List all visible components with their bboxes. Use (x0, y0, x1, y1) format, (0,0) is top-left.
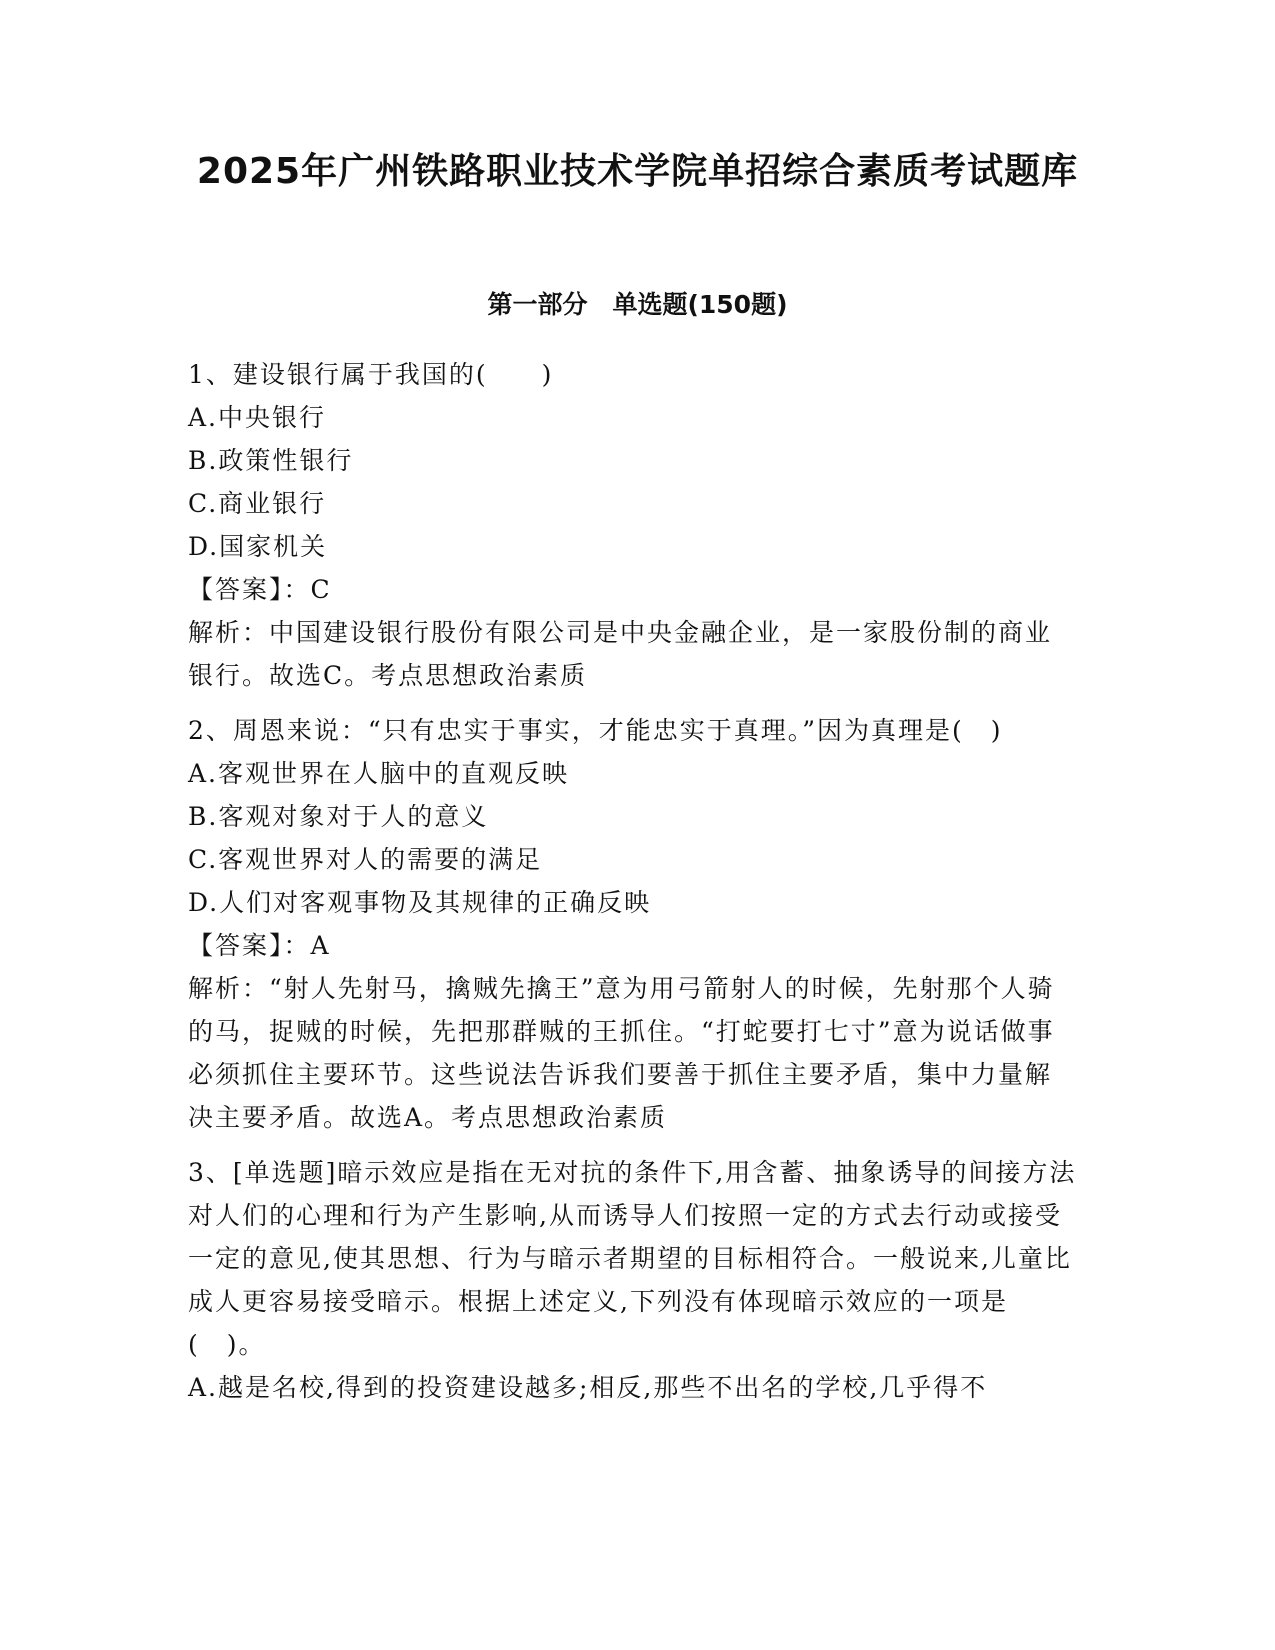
section-title: 第一部分 单选题(150题) (487, 290, 788, 319)
question-item (188, 709, 1078, 1139)
option-a: A.中央银行 (188, 403, 327, 432)
question-stem: 2、周恩来说：“只有忠实于事实，才能忠实于真理。”因为真理是( ) (188, 716, 1003, 745)
question-item (188, 1151, 1078, 1409)
option-b: B.政策性银行 (188, 446, 354, 475)
option-b: B.客观对象对于人的意义 (188, 802, 489, 831)
analysis-text: 解析：中国建设银行股份有限公司是中央金融企业，是一家股份制的商业银行。故选C。考点思想政治素质 (188, 618, 1053, 690)
question-stem: 1、建设银行属于我国的( ) (188, 360, 554, 389)
option-a: A.越是名校,得到的投资建设越多;相反,那些不出名的学校,几乎得不 (188, 1373, 988, 1402)
answer-text: 【答案】：C (188, 575, 332, 604)
option-c: C.客观世界对人的需要的满足 (188, 845, 543, 874)
option-a: A.客观世界在人脑中的直观反映 (188, 759, 570, 788)
option-d: D.人们对客观事物及其规律的正确反映 (188, 888, 652, 917)
answer-text: 【答案】：A (188, 931, 331, 960)
question-stem: 3、[单选题]暗示效应是指在无对抗的条件下,用含蓄、抽象诱导的间接方法对人们的心理和行为产生影响,从而诱导人们按照一定的方式去行动或接受一定的意见,使其思想、行为与暗示者期望的目标相符合。一般说来,儿童比成人更容易接受暗示。根据上述定义,下列没有体现暗示效应的一项是( )。 (188, 1158, 1077, 1359)
option-c: C.商业银行 (188, 489, 327, 518)
question-list (188, 353, 1078, 1421)
analysis-text: 解析：“射人先射马，擒贼先擒王”意为用弓箭射人的时候，先射那个人骑的马，捉贼的时候，先把那群贼的王抓住。“打蛇要打七寸”意为说话做事必须抓住主要环节。这些说法告诉我们要善于抓住主要矛盾，集中力量解决主要矛盾。故选A。考点思想政治素质 (188, 974, 1055, 1132)
document-title: 2025年广州铁路职业技术学院单招综合素质考试题库 (196, 151, 1079, 192)
question-item (188, 353, 1078, 697)
option-d: D.国家机关 (188, 532, 328, 561)
